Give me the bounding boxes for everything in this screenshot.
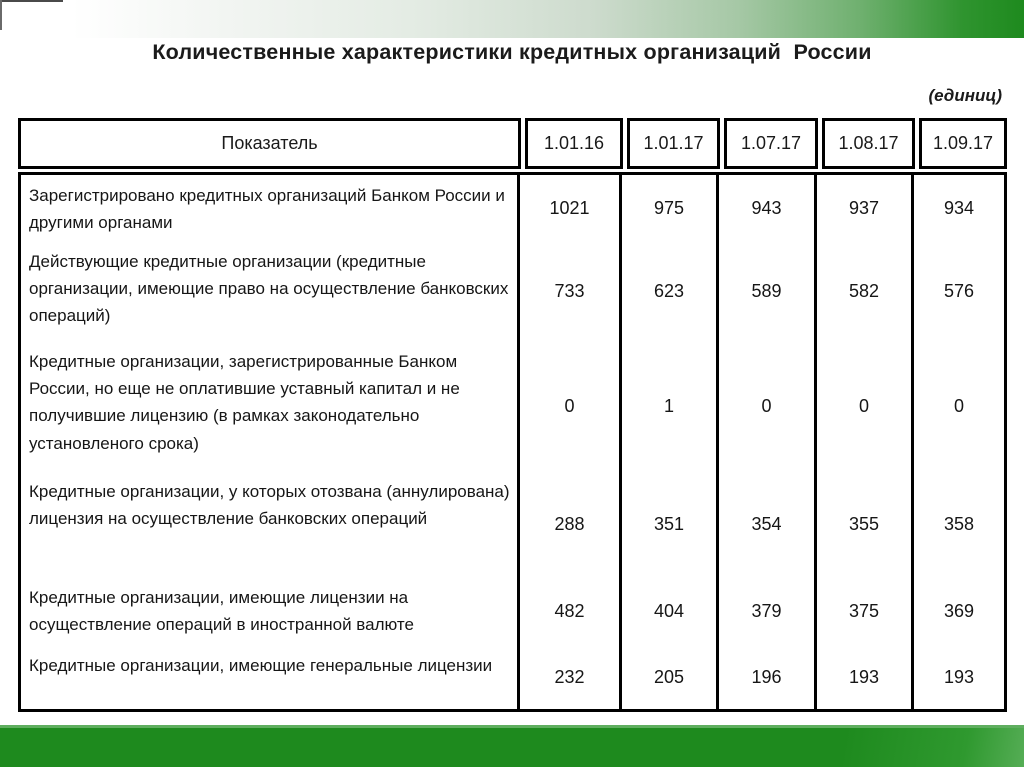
table-cell: 733 [520, 241, 622, 341]
table-cell: 975 [622, 175, 719, 241]
row-label: Кредитные организации, у которых отозвана (аннулирована) лицензия на осуществление банковских операций [21, 471, 520, 577]
table-cell: 369 [943, 600, 975, 621]
table-cell: 934 [943, 197, 975, 218]
header-cell-date-5 [917, 118, 1007, 169]
table-cell: 582 [817, 241, 914, 341]
row-label: Зарегистрировано кредитных организаций Банком России и другими органами [21, 175, 520, 241]
credit-organizations-table [18, 118, 1007, 712]
table-cell: 355 [817, 471, 914, 577]
header-cell-date-3 [722, 118, 820, 169]
table-cell: 576 [943, 280, 975, 301]
header-date: 1.01.17 [627, 118, 720, 169]
table-cell: 0 [953, 395, 964, 416]
header-label: Показатель [18, 118, 521, 169]
header-date: 1.08.17 [822, 118, 915, 169]
row-label: Кредитные организации, имеющие лицензии на осуществление операций в иностранной валюте [21, 577, 520, 645]
header-cell-indicator [18, 118, 523, 169]
table-cell: 589 [719, 241, 817, 341]
table-cell: 288 [520, 471, 622, 577]
header-date: 1.07.17 [724, 118, 818, 169]
table-cell: 1 [622, 341, 719, 471]
row-label: Кредитные организации, зарегистрированные Банком России, но еще не оплатившие уставный капитал и не получившие лицензию (в рамках законодательно установленого срока) [21, 341, 520, 471]
table-cell: 354 [719, 471, 817, 577]
table-cell: 196 [719, 645, 817, 709]
table-body [18, 172, 1007, 712]
table-cell: 1021 [520, 175, 622, 241]
top-gradient-bar [0, 0, 1024, 38]
table-cell: 205 [622, 645, 719, 709]
header-date: 1.09.17 [919, 118, 1007, 169]
table-cell: 193 [943, 666, 975, 687]
table-cell: 0 [817, 341, 914, 471]
slide-edge-line-top [0, 0, 63, 2]
slide-edge-line-left [0, 0, 2, 30]
units-label: (единиц) [928, 86, 1002, 105]
row-label: Кредитные организации, имеющие генеральные лицензии [21, 645, 520, 709]
table-cell: 193 [817, 645, 914, 709]
table-cell: 943 [719, 175, 817, 241]
header-cell-date-1 [523, 118, 625, 169]
row-label: Действующие кредитные организации (кредитные организации, имеющие право на осуществление банковских операций) [21, 241, 520, 341]
table-cell: 482 [520, 577, 622, 645]
table-cell: 623 [622, 241, 719, 341]
table-cell: 232 [520, 645, 622, 709]
table-cell: 379 [719, 577, 817, 645]
table-cell: 404 [622, 577, 719, 645]
slide-title: Количественные характеристики кредитных организаций России [152, 40, 872, 64]
table-cell: 358 [943, 513, 975, 534]
header-date: 1.01.16 [525, 118, 623, 169]
table-cell: 351 [622, 471, 719, 577]
header-cell-date-2 [625, 118, 722, 169]
table-cell: 937 [817, 175, 914, 241]
header-cell-date-4 [820, 118, 917, 169]
table-cell: 375 [817, 577, 914, 645]
table-cell: 0 [520, 341, 622, 471]
bottom-green-bar [0, 725, 1024, 767]
table-cell: 0 [719, 341, 817, 471]
table-header-row [18, 118, 1007, 169]
